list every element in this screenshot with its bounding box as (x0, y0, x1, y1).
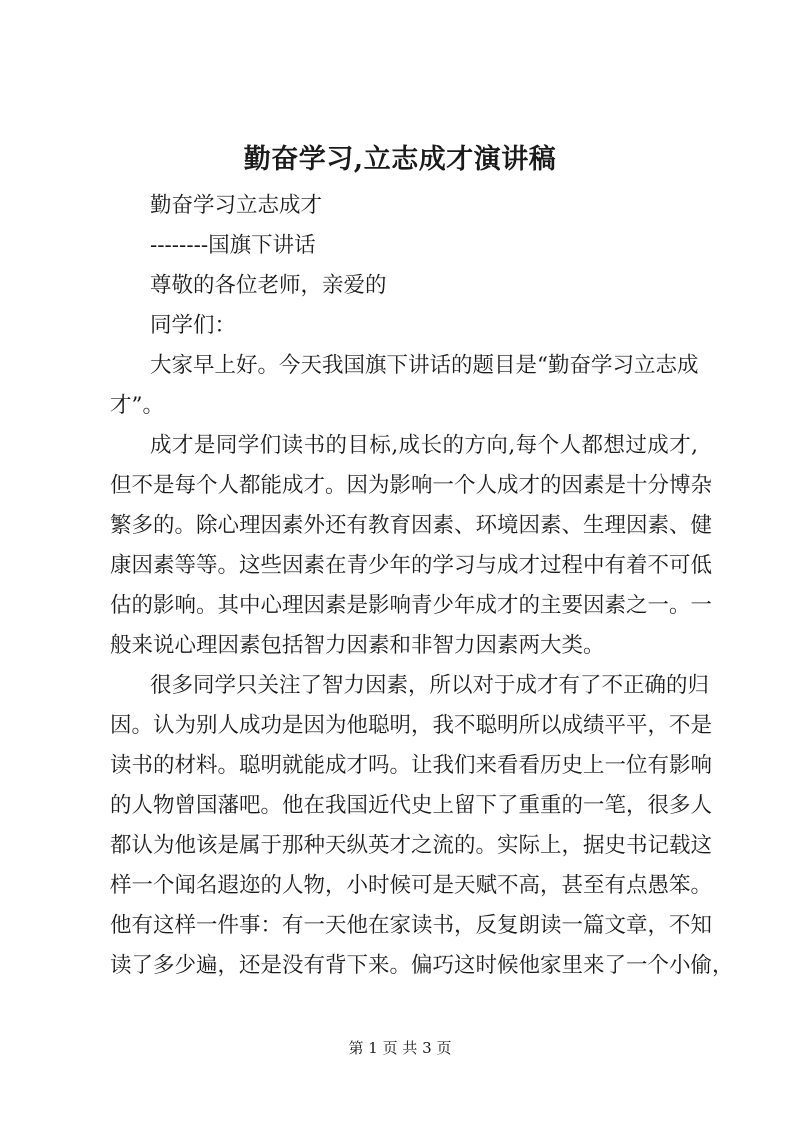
paragraph-3-line-1: 很多同学只关注了智力因素，所以对于成才有了不正确的归 (150, 673, 710, 698)
paragraph-3-line-8: 读了多少遍，还是没有背下来。偏巧这时候他家里来了一个小偷， (110, 953, 734, 978)
paragraph-3-line-5: 都认为他该是属于那种天纵英才之流的。实际上，据史书记载这 (110, 833, 713, 858)
byline-line: --------国旗下讲话 (150, 233, 316, 258)
document-body (110, 186, 734, 986)
paragraph-3-line-3: 读书的材料。聪明就能成才吗。让我们来看看历史上一位有影响 (110, 753, 713, 778)
subtitle-line: 勤奋学习立志成才 (150, 193, 323, 218)
paragraph-3-line-7: 他有这样一件事：有一天他在家读书，反复朗读一篇文章，不知 (110, 913, 713, 938)
paragraph-3-line-2: 因。认为别人成功是因为他聪明，我不聪明所以成绩平平，不是 (110, 713, 713, 738)
page-footer: 第 1 页 共 3 页 (348, 1039, 452, 1057)
paragraph-2-line-4: 康因素等等。这些因素在青少年的学习与成才过程中有着不可低 (110, 553, 713, 578)
paragraph-2-line-3: 繁多的。除心理因素外还有教育因素、环境因素、生理因素、健 (110, 513, 713, 538)
paragraph-1-line-1: 大家早上好。今天我国旗下讲话的题目是“勤奋学习立志成 (150, 353, 699, 378)
paragraph-1-line-2: 才”。 (110, 393, 164, 418)
greeting-line: 尊敬的各位老师，亲爱的 (150, 273, 387, 298)
page-title: 勤奋学习,立志成才演讲稿 (243, 144, 557, 175)
paragraph-2-line-5: 估的影响。其中心理因素是影响青少年成才的主要因素之一。一 (110, 593, 713, 618)
paragraph-3-line-6: 样一个闻名遐迩的人物，小时候可是天赋不高，甚至有点愚笨。 (110, 873, 713, 898)
paragraph-3-line-4: 的人物曾国藩吧。他在我国近代史上留下了重重的一笔，很多人 (110, 793, 713, 818)
greeting-line-2: 同学们： (150, 313, 237, 338)
paragraph-2-line-6: 般来说心理因素包括智力因素和非智力因素两大类。 (110, 633, 605, 658)
paragraph-2-line-1: 成才是同学们读书的目标,成长的方向,每个人都想过成才, (150, 433, 698, 458)
paragraph-2-line-2: 但不是每个人都能成才。因为影响一个人成才的因素是十分博杂 (110, 473, 713, 498)
